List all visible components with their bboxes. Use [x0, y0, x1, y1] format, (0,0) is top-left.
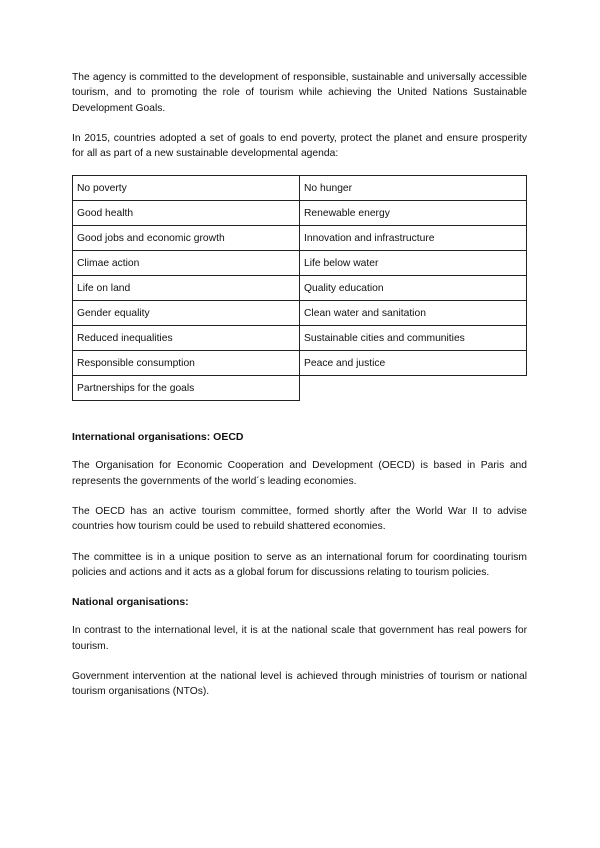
agency-paragraph: The agency is committed to the development of responsible, sustainable and universally accessible tourism, and to promoting the role of tourism while achieving the United Nations Sustainable Development Goals.	[72, 72, 527, 114]
empty-table-cell	[300, 376, 527, 401]
table-cell: Life below water	[300, 251, 527, 276]
table-cell: Renewable energy	[300, 201, 527, 226]
table-cell: No poverty	[73, 176, 300, 201]
table-row	[73, 376, 527, 401]
table-cell: Responsible consumption	[73, 351, 300, 376]
table-row	[73, 226, 527, 251]
sdg-goals-table	[72, 175, 527, 401]
oecd-paragraph-2: The OECD has an active tourism committee, formed shortly after the World War II to advise countries how tourism could be used to rebuild shattered economies.	[72, 506, 527, 533]
goals-intro-paragraph: In 2015, countries adopted a set of goals to end poverty, protect the planet and ensure prosperity for all as part of a new sustainable developmental agenda:	[72, 132, 527, 160]
table-row	[73, 176, 527, 201]
oecd-paragraph-3: The committee is in a unique position to serve as an international forum for coordinating tourism policies and actions and it acts as a global forum for discussions relating to tourism policies.	[72, 551, 527, 578]
table-cell: Innovation and infrastructure	[300, 226, 527, 251]
table-cell: Good jobs and economic growth	[73, 226, 300, 251]
table-cell: Clean water and sanitation	[300, 301, 527, 326]
national-paragraph-1: In contrast to the international level, it is at the national scale that government has real powers for tourism.	[72, 625, 527, 652]
table-cell: Partnerships for the goals	[73, 376, 300, 401]
table-cell: Sustainable cities and communities	[300, 326, 527, 351]
table-row	[73, 351, 527, 376]
national-heading: National organisations:	[72, 596, 189, 609]
table-row	[73, 251, 527, 276]
oecd-paragraph-1: The Organisation for Economic Cooperation and Development (OECD) is based in Paris and represents the governments of the world´s leading economies.	[72, 460, 527, 487]
national-paragraph-2: Government intervention at the national level is achieved through ministries of tourism or national tourism organisations (NTOs).	[72, 670, 527, 698]
table-row	[73, 276, 527, 301]
table-row	[73, 301, 527, 326]
table-cell: Climae action	[73, 251, 300, 276]
table-cell: Quality education	[300, 276, 527, 301]
table-cell: Gender equality	[73, 301, 300, 326]
table-cell: Reduced inequalities	[73, 326, 300, 351]
oecd-heading: International organisations: OECD	[72, 431, 244, 444]
table-cell: Life on land	[73, 276, 300, 301]
table-cell: No hunger	[300, 176, 527, 201]
table-row	[73, 326, 527, 351]
table-row	[73, 201, 527, 226]
table-cell: Good health	[73, 201, 300, 226]
table-cell: Peace and justice	[300, 351, 527, 376]
document-page	[72, 70, 527, 699]
